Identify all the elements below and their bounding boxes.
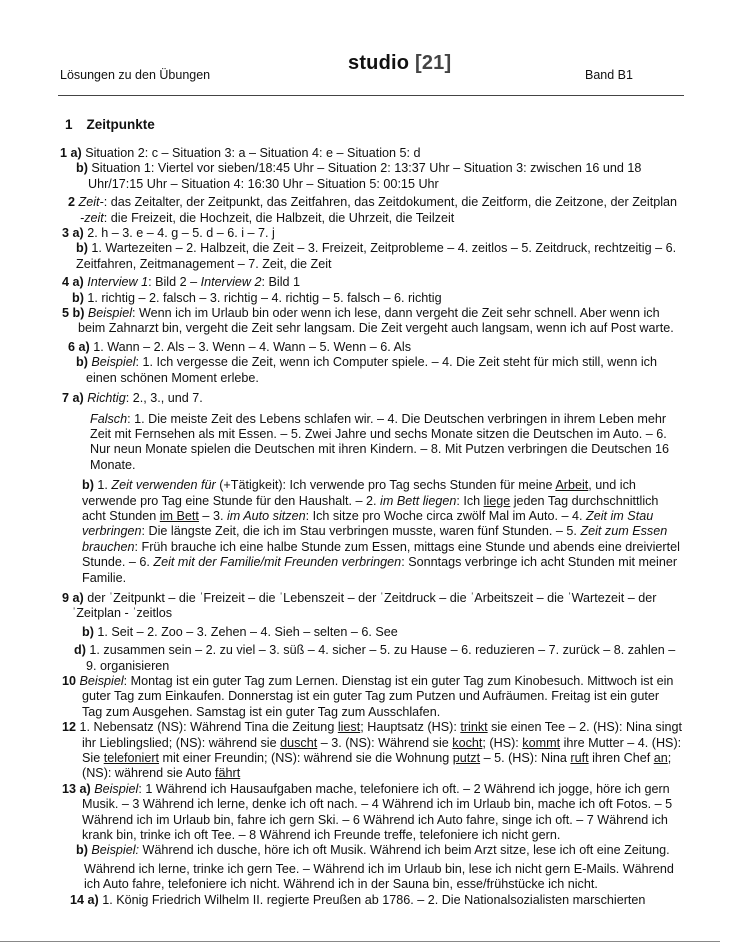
answer-3b [60, 241, 682, 272]
answer-7a2 [60, 412, 682, 474]
answer-text: ; Hauptsatz (HS): [360, 720, 461, 735]
answer-text: jeden Tag durchschnittlich acht Stunden [82, 493, 659, 523]
answer-text: Beispiel: [91, 843, 139, 858]
answer-text: : Die längste Zeit, die ich im Stau verbringen musste, waren fünf Stunden. – 5. [141, 524, 581, 539]
exercise-label: 3 a) [62, 226, 84, 241]
answer-text: – 5. (HS): Nina [480, 751, 571, 766]
header-right-title: Band B1 [585, 68, 633, 82]
answer-text: : Ich [456, 493, 484, 508]
answer-text: : Sonntags verbringe ich acht Stunden mit meiner Familie. [82, 555, 678, 585]
answer-text: : das Zeitalter, der Zeitpunkt, das Zeitfahren, das Zeitdokument, die Zeitform, die Zeitzone, der Zeitplan [103, 195, 678, 210]
answer-text: ihre Mutter – 4. (HS): Sie [82, 735, 682, 766]
answer-13b [60, 843, 682, 858]
exercise-label: b) [76, 241, 88, 256]
answer-4a [60, 275, 682, 290]
answer-text: 1. richtig – 2. falsch – 3. richtig – 4. richtig – 5. falsch – 6. richtig [87, 290, 442, 305]
answer-text: im Bett liegen [380, 493, 457, 508]
answer-text: liest [337, 720, 361, 735]
answer-text: 1. Wann – 2. Als – 3. Wenn – 4. Wann – 5. Wenn – 6. Als [93, 339, 412, 354]
answer-text: der ˈZeitpunkt – die ˈFreizeit – die ˈLebenszeit – der ˈZeitdruck – die ˈArbeitszeit – die ˈWartezeit – der ˈZeitplan - ˈzeitlos [72, 590, 657, 621]
answer-13b2 [60, 862, 682, 893]
answer-14a [60, 893, 682, 908]
header-left-title: Lösungen zu den Übungen [60, 68, 211, 82]
answer-text: Zeit mit der Familie/mit Freunden verbringen [153, 555, 402, 570]
exercise-label: b) [76, 355, 88, 370]
answer-text: Richtig [87, 391, 126, 406]
answer-text: ruft [570, 751, 589, 766]
answer-9d [60, 643, 682, 674]
studio-logo [348, 52, 452, 74]
answer-5b [60, 306, 682, 337]
exercise-label: 7 a) [62, 391, 84, 406]
answer-text: duscht [280, 735, 318, 750]
exercise-label: b) [72, 290, 84, 305]
answer-text: Arbeit [555, 478, 589, 493]
answer-text: Interview 2 [200, 275, 262, 290]
answer-text: : 2., 3., und 7. [125, 391, 203, 406]
exercise-label: 13 a) [62, 781, 91, 796]
answer-text: fährt [215, 766, 241, 781]
exercise-label: b) [82, 624, 94, 639]
answer-13a [60, 782, 682, 844]
answer-text: – 3. (NS): Während sie [317, 735, 453, 750]
answer-text: 1. Nebensatz (NS): Während Tina die Zeitung [79, 720, 338, 735]
answer-1b [60, 161, 682, 192]
answer-text: : die Freizeit, die Hochzeit, die Halbzeit, die Uhrzeit, die Teilzeit [103, 210, 455, 225]
exercise-label: 1 a) [60, 146, 82, 160]
answer-text: 2. h – 3. e – 4. g – 5. d – 6. i – 7. j [87, 226, 275, 241]
answer-2b [60, 211, 682, 226]
logo-number: [21] [414, 52, 452, 74]
answer-9a [60, 591, 682, 622]
answer-text: Zeit im Stau verbringen [82, 508, 654, 539]
answer-text: Beispiel [91, 355, 136, 370]
answer-text: ihren Chef [588, 751, 654, 766]
answer-text: : 1. Ich vergesse die Zeit, wenn ich Computer spiele. – 4. Die Zeit steht für mich still, wenn ich einen schönen Moment erlebe. [86, 355, 657, 385]
answer-text: : Bild 2 – [148, 275, 201, 290]
answer-4b [60, 291, 682, 306]
answer-text: : Wenn ich im Urlaub bin oder wenn ich lese, dann vergeht die Zeit sehr schnell. Aber wenn ich beim Zahnarzt bin, vergeht die Zeit sehr langsam. Die Zeit vergeht auch langsam, wenn ich auf Post warte. [78, 306, 674, 336]
answer-text: (+Tätigkeit): Ich verwende pro Tag sechs Stunden für meine [215, 478, 556, 493]
footer-rule [0, 941, 720, 942]
exercise-label: b) [76, 161, 88, 176]
answer-text: Während ich lerne, trinke ich gern Tee. – Während ich im Urlaub bin, lese ich nicht gern E-Mails. Während ich Auto fahre, telefoniere ich nicht. Während ich in der Sauna bin, esse/frühstücke ich nicht. [84, 861, 674, 892]
answer-7b [60, 478, 682, 586]
answer-text: 1. Wartezeiten – 2. Halbzeit, die Zeit – 3. Freizeit, Zeitprobleme – 4. zeitlos – 5. Zeitdruck, rechtzeitig – 6. Zeitfahren, Zeitmanagement – 7. Zeit, die Zeit [76, 241, 677, 271]
answer-text: ; (HS): [482, 735, 523, 750]
answer-text: Situation 1: Viertel vor sieben/18:45 Uhr – Situation 2: 13:37 Uhr – Situation 3: zwischen 16 und 18 Uhr/17:15 Uhr – Situation 4: 16:30 Uhr – Situation 5: 00:15 Uhr [88, 161, 642, 191]
answer-text: Während ich dusche, höre ich oft Musik. Während ich beim Arzt sitze, lese ich oft eine Zeitung. [139, 843, 670, 858]
answer-2a [60, 195, 682, 210]
answer-text: Beispiel [79, 674, 124, 688]
exercise-label: 9 a) [62, 590, 84, 605]
answer-text: , und ich verwende pro Tag eine Stunde für den Haushalt. – 2. [82, 478, 636, 508]
answer-text: sie einen Tee – 2. (HS): Nina singt ihr Lieblingslied; (NS): während sie [82, 720, 682, 750]
exercise-label: 5 b) [62, 306, 85, 321]
exercise-label: 6 a) [68, 339, 90, 354]
answer-text: Zeit- [78, 195, 104, 210]
answer-text: Zeit zum Essen brauchen [82, 524, 668, 554]
answer-12 [60, 720, 682, 782]
answer-text: im Auto sitzen [226, 508, 306, 523]
answer-7a [60, 391, 682, 406]
answer-text: Falsch [90, 411, 128, 426]
answer-text: Situation 2: c – Situation 3: a – Situation 4: e – Situation 5: d [85, 146, 421, 160]
exercise-label: d) [74, 643, 86, 658]
answer-text: : Montag ist ein guter Tag zum Lernen. Dienstag ist ein guter Tag zum Kinobesuch. Mittwoch ist ein guter Tag zum Einkaufen. Donnerstag ist ein guter Tag zum Putzen und Aufräumen. Freitag ist ein guter Tag zum Ausgehen. Samstag ist ein guter Tag zum Ausschlafen. [82, 674, 674, 719]
header-rule [58, 95, 684, 96]
logo-word: studio [348, 52, 410, 74]
section-title-text: Zeitpunkte [86, 117, 155, 132]
answer-text: Beispiel [94, 781, 139, 796]
exercise-label: b) [82, 478, 94, 493]
section-number: 1 [65, 117, 73, 132]
answer-text: telefoniert [103, 751, 160, 766]
answer-list [60, 146, 682, 908]
answer-text: 1. König Friedrich Wilhelm II. regierte Preußen ab 1786. – 2. Die Nationalsozialisten marschierten [102, 892, 646, 907]
answer-3a [60, 226, 682, 241]
answer-text: liege [483, 493, 511, 508]
answer-text: Beispiel [87, 306, 132, 321]
answer-text: : Ich sitze pro Woche circa zwölf Mal im Auto. – 4. [305, 508, 587, 523]
answer-text: kommt [522, 735, 561, 750]
exercise-label: 2 [68, 195, 76, 210]
answer-text: – 3. [198, 508, 227, 523]
answer-1a [60, 146, 682, 161]
answer-text: kocht [452, 735, 483, 750]
answer-text: ; (NS): während sie Auto [82, 751, 672, 781]
answer-text: : 1. Die meiste Zeit des Lebens schlafen wir. – 4. Die Deutschen verbringen in ihrem Leben mehr Zeit mit Fernsehen als mit Essen. – 5. Zwei Jahre und sechs Monate sitzen die Deutschen im Auto. – 6. Nur neun Monate spielen die Deutschen mit ihren Kindern. – 8. Mit Putzen verbringen die Deutschen 16 Monate. [90, 411, 669, 472]
answer-6a [60, 340, 682, 355]
answer-text: im Bett [159, 508, 199, 523]
answer-6b [60, 355, 682, 386]
answer-text: 1. zusammen sein – 2. zu viel – 3. süß – 4. sicher – 5. zu Hause – 6. reduzieren – 7. zurück – 8. zahlen – 9. organisieren [86, 643, 676, 673]
section-title [65, 117, 155, 132]
answer-text: : 1 Während ich Hausaufgaben mache, telefoniere ich oft. – 2 Während ich jogge, höre ich gern Musik. – 3 Während ich lerne, denke ich oft nach. – 4 Während ich im Urlaub bin, mache ich oft Fotos. – 5 Während ich im Urlaub bin, fahre ich gern Ski. – 6 Während ich Auto fahre, singe ich oft. – 7 Während ich krank bin, trinke ich oft Tee. – 8 Während ich Freunde treffe, telefoniere ich nicht gern. [82, 781, 673, 843]
answer-text: 1. Seit – 2. Zoo – 3. Zehen – 4. Sieh – selten – 6. See [97, 624, 398, 639]
answer-10 [60, 674, 682, 720]
exercise-label: b) [76, 843, 88, 858]
answer-text: 1. [97, 478, 112, 493]
exercise-label: 12 [62, 720, 77, 735]
exercise-label: 14 a) [70, 892, 99, 907]
exercise-label: 10 [62, 674, 77, 688]
answer-text: : Früh brauche ich eine halbe Stunde zum Essen, mittags eine Stunde und abends eine dreiviertel Stunde. – 6. [82, 539, 680, 570]
answer-text: Interview 1 [87, 275, 149, 290]
answer-text: putzt [452, 751, 481, 766]
answer-9b [60, 625, 682, 640]
answer-text: -zeit [80, 210, 104, 225]
answer-text: : Bild 1 [261, 275, 301, 290]
exercise-label: 4 a) [62, 275, 84, 290]
answer-text: an [653, 751, 668, 766]
answer-text: mit einer Freundin; (NS): während sie die Wohnung [159, 751, 453, 766]
answer-text: Zeit verwenden für [111, 478, 216, 493]
answer-text: trinkt [460, 720, 488, 735]
